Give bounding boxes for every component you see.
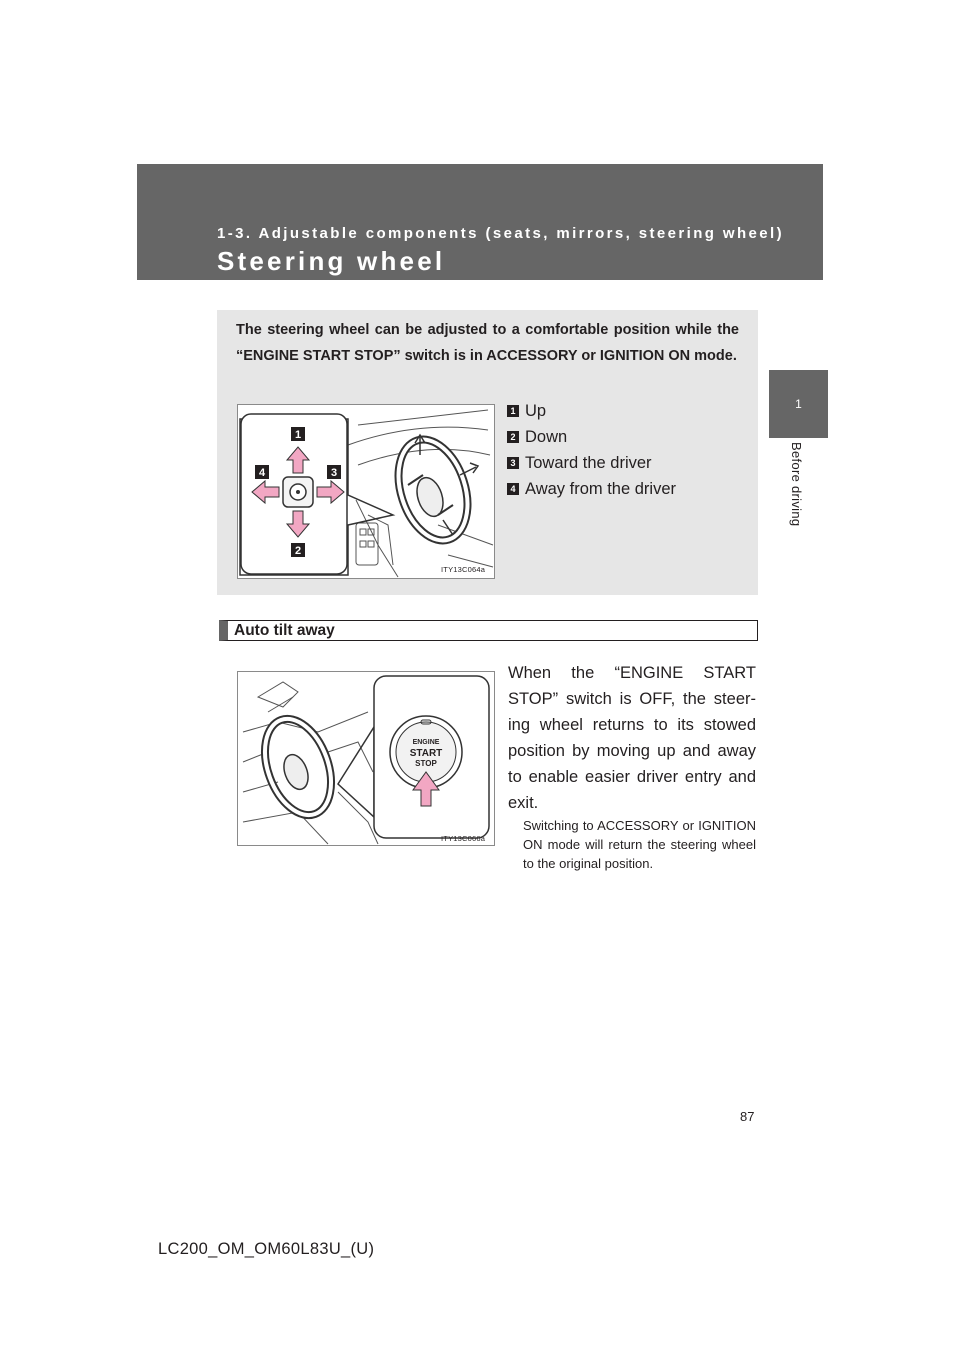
- callout-2: 2: [294, 545, 302, 557]
- button-text-engine: ENGINE: [412, 739, 440, 746]
- steering-adjust-illustration: [238, 405, 494, 578]
- legend-item: [507, 398, 747, 424]
- callout-1: 1: [294, 429, 302, 441]
- section-label: 1-3. Adjustable components (seats, mirrors, steering wheel): [217, 225, 784, 242]
- legend-item: [507, 476, 747, 502]
- legend-number: 4: [507, 483, 519, 495]
- page-title: Steering wheel: [217, 246, 446, 276]
- legend-label: Away from the driver: [525, 479, 676, 498]
- chapter-tab: [769, 370, 828, 438]
- auto-tilt-illustration: [238, 672, 494, 845]
- button-text-stop: STOP: [415, 759, 437, 768]
- steering-adjust-figure: [237, 404, 495, 579]
- button-text-start: START: [409, 748, 443, 759]
- section-subheading: Auto tilt away: [219, 620, 758, 641]
- auto-tilt-figure: [237, 671, 495, 846]
- legend-number: 3: [507, 457, 519, 469]
- legend-number: 1: [507, 405, 519, 417]
- intro-text: The steering wheel can be adjusted to a comfortable position while the “ENGINE START STOP” switch is in ACCESSORY or IGNITION ON mode.: [236, 322, 739, 364]
- document-code: LC200_OM_OM60L83U_(U): [158, 1240, 375, 1258]
- legend-item: [507, 424, 747, 450]
- legend-label: Up: [525, 401, 547, 420]
- callout-3: 3: [330, 467, 338, 479]
- chapter-label: Before driving: [789, 442, 804, 527]
- page-number: 87: [740, 1109, 755, 1124]
- legend-number: 2: [507, 431, 519, 443]
- steering-wheel-drawing: [386, 431, 479, 550]
- chapter-number: 1: [795, 397, 802, 411]
- legend-label: Down: [525, 427, 568, 446]
- legend-label: Toward the driver: [525, 453, 652, 472]
- adjustment-legend: [507, 398, 747, 502]
- auto-tilt-body: When the “ENGINE START STOP” switch is OFF, the steer-ing wheel returns to its stowed position by moving up and away to enable easier driver entry and exit.: [508, 664, 756, 812]
- auto-tilt-note: Switching to ACCESSORY or IGNITION ON mode will return the steering wheel to the original position.: [523, 818, 756, 871]
- figure-code: ITY13C066a: [441, 834, 486, 843]
- legend-item: [507, 450, 747, 476]
- figure-code: ITY13C064a: [441, 565, 486, 574]
- callout-4: 4: [258, 467, 266, 479]
